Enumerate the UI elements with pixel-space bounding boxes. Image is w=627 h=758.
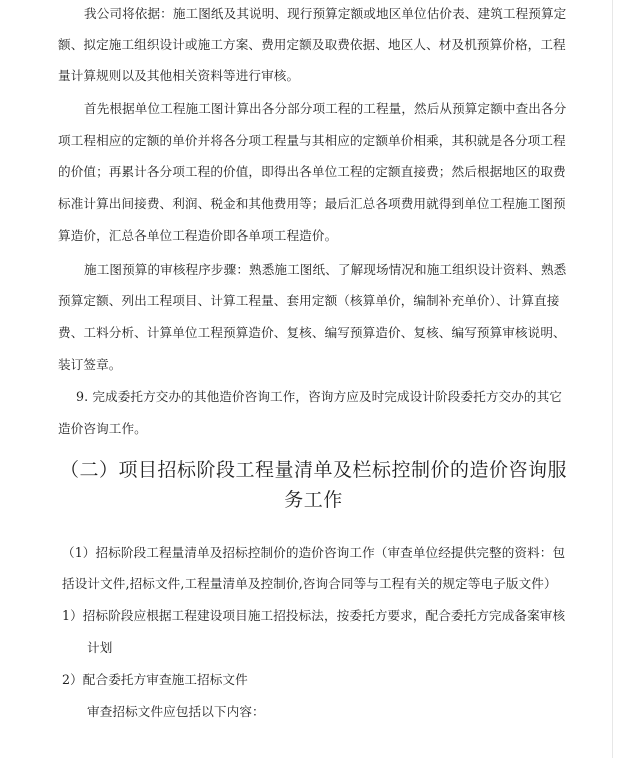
item-1-line-1: 1）招标阶段应根据工程建设项目施工招投标法，按委托方要求，配合委托方完成备案审核: [62, 608, 566, 623]
section-title-line-1: （二）项目招标阶段工程量清单及栏标控制价的造价咨询服: [59, 459, 567, 481]
item-1-line-2: 计划: [87, 640, 113, 655]
paragraph-method-line-2: 项工程相应的定额的单价并将各分项工程量与其相应的定额单价相乘，其积就是各分项工程: [58, 133, 566, 148]
item-2-line: 2）配合委托方审查施工招标文件: [62, 672, 248, 687]
paragraph-procedure-line-2: 预算定额、列出工程项目、计算工程量、套用定额（核算单价，编制补充单价）、计算直接: [58, 293, 560, 308]
paragraph-procedure-line-4: 装订签章。: [58, 357, 122, 372]
paragraph-method-line-4: 标准计算出间接费、利润、税金和其他费用等；最后汇总各项费用就得到单位工程施工图预: [58, 196, 566, 211]
paragraph-procedure-line-3: 费、工料分析、计算单位工程预算造价、复核、编写预算造价、复核、编写预算审核说明、: [58, 325, 566, 340]
paragraph-method-line-1: 首先根据单位工程施工图计算出各分部分项工程的工程量，然后从预算定额中查出各分: [84, 101, 567, 116]
section-title-line-2: 务工作: [284, 489, 343, 511]
item-9-line-2: 造价咨询工作。: [58, 421, 147, 436]
item-9-line-1: 9. 完成委托方交办的其他造价咨询工作，咨询方应及时完成设计阶段委托方交办的其它: [76, 389, 562, 404]
paragraph-basis-line-3: 量计算规则以及其他相关资料等进行审核。: [58, 68, 300, 83]
paragraph-method-line-5: 算造价，汇总各单位工程造价即各单项工程造价。: [58, 228, 338, 243]
paragraph-procedure-line-1: 施工图预算的审核程序步骤：熟悉施工图纸、了解现场情况和施工组织设计资料、熟悉: [84, 262, 567, 277]
subsection-1-line-2: 括设计文件,招标文件,工程量清单及控制价,咨询合同等与工程有关的规定等电子版文件）: [62, 576, 557, 591]
page-edge-rule: [612, 0, 613, 758]
closing-line: 审查招标文件应包括以下内容：: [87, 704, 265, 719]
paragraph-method-line-3: 的价值；再累计各分项工程的价值，即得出各单位工程的定额直接费；然后根据地区的取费: [58, 164, 566, 179]
paragraph-basis-line-1: 我公司将依据：施工图纸及其说明、现行预算定额或地区单位估价表、建筑工程预算定: [84, 6, 567, 21]
paragraph-basis-line-2: 额、拟定施工组织设计或施工方案、费用定额及取费依据、地区人、材及机预算价格，工程: [58, 37, 566, 52]
subsection-1-line-1: （1）招标阶段工程量清单及招标控制价的造价咨询工作（审查单位经提供完整的资料：包: [62, 545, 566, 560]
